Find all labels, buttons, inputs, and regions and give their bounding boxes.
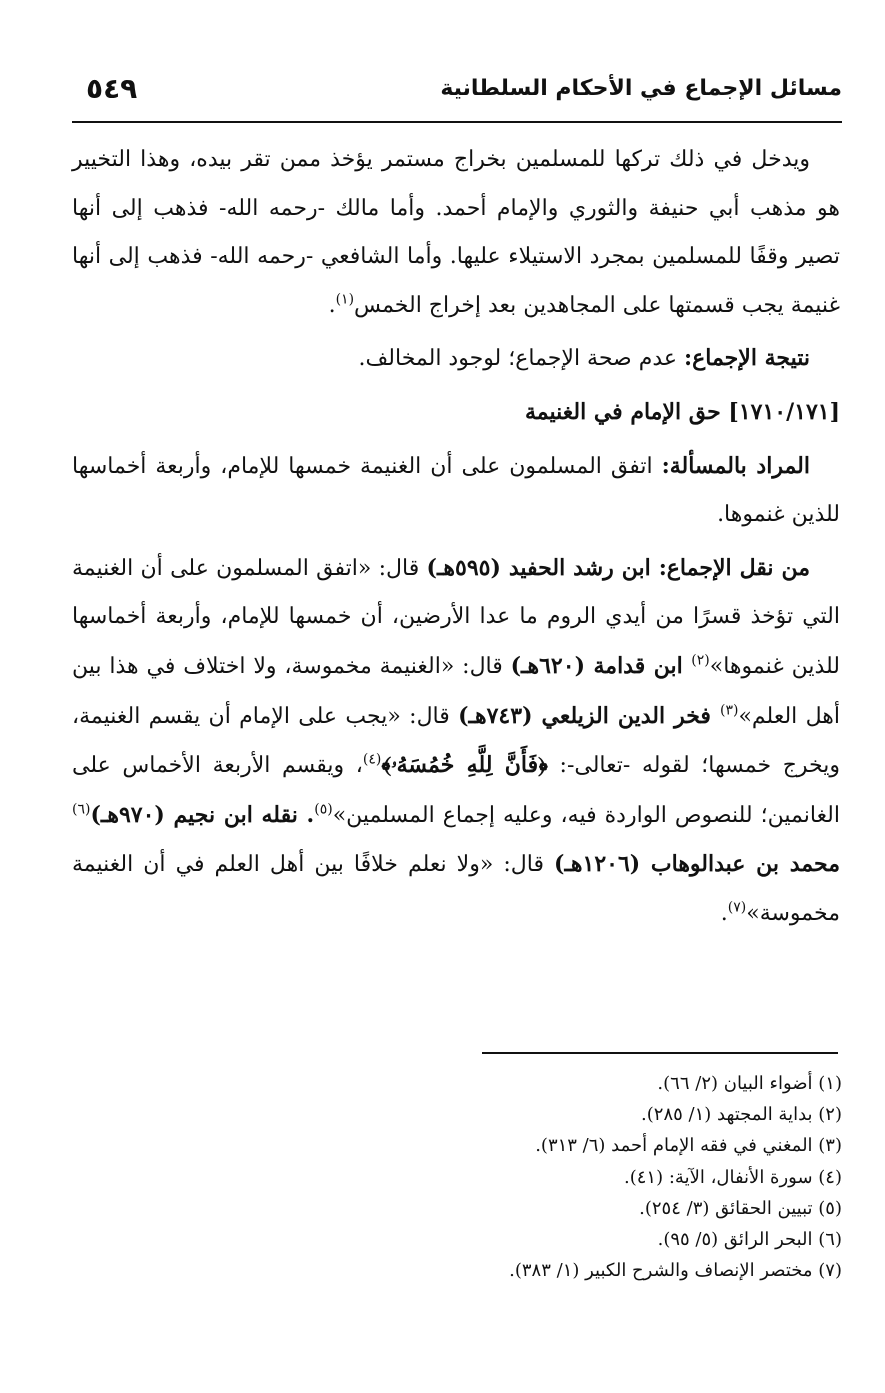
- page-number: ٥٤٩: [86, 72, 138, 105]
- relay-ibn-nujaym: . نقله ابن نجيم (٩٧٠هـ): [90, 801, 315, 828]
- footnote-5: (٥) تبيين الحقائق (٣/ ٢٥٤).: [639, 1197, 842, 1219]
- footnote-ref: (٤): [362, 751, 382, 768]
- meaning-text: اتفق المسلمون على أن الغنيمة خمسها للإمام، وأربعة أخماسها للذين غنموها.: [72, 453, 840, 528]
- footnote-rule: [482, 1052, 838, 1054]
- transmitter-name-ibn-rushd: ابن رشد الحفيد (٥٩٥هـ): [426, 554, 659, 581]
- main-text: [72, 136, 840, 939]
- quote-ibn-rushd: قال: «اتفق المسلمون على أن الغنيمة التي تؤخذ قسرًا من أيدي الروم ما عدا الأرضين، أن خمسها للإمام، وأربعة أخماسها للذين غنموها»: [72, 555, 841, 679]
- issue-heading: [72, 388, 840, 438]
- paragraph-end: .: [328, 292, 336, 318]
- paragraph-end: .: [720, 900, 728, 926]
- transmitter-name-zaylai: فخر الدين الزيلعي (٧٤٣هـ): [458, 702, 720, 729]
- quote-ibn-qudama: قال: «الغنيمة مخموسة، ولا اختلاف في هذا بين أهل العلم»: [72, 653, 841, 729]
- footnote-7: (٧) مختصر الإنصاف والشرح الكبير (١/ ٣٨٣).: [509, 1260, 842, 1282]
- header-rule: [72, 121, 842, 123]
- paragraph-schools: [72, 136, 840, 330]
- footnote-ref: (٢): [691, 652, 710, 669]
- result-label: نتيجة الإجماع:: [684, 345, 810, 372]
- footnote-2: (٢) بداية المجتهد (١/ ٢٨٥).: [641, 1104, 842, 1126]
- quote-ibn-abdulwahhab: قال: «ولا نعلم خلافًا بين أهل العلم في أن الغنيمة مخموسة»: [72, 852, 840, 926]
- quote-zaylai-part1: قال: «يجب على الإمام أن يقسم الغنيمة، ويخرج خمسها؛ لقوله -تعالى-:: [72, 703, 840, 779]
- transmitters-label: من نقل الإجماع:: [658, 554, 811, 581]
- page-header: [72, 62, 842, 120]
- issue-title: حق الإمام في الغنيمة: [524, 398, 729, 425]
- footnote-3: (٣) المغني في فقه الإمام أحمد (٦/ ٣١٣).: [535, 1135, 842, 1157]
- footnote-ref: (٣): [719, 702, 739, 719]
- footnote-ref: (١): [335, 291, 355, 308]
- footnote-ref: (٦): [72, 801, 91, 818]
- footnote-4: (٤) سورة الأنفال، الآية: (٤١).: [624, 1166, 842, 1188]
- paragraph-meaning: [72, 442, 840, 540]
- running-title: مسائل الإجماع في الأحكام السلطانية: [440, 76, 842, 101]
- footnote-6: (٦) البحر الرائق (٥/ ٩٥).: [657, 1229, 842, 1251]
- quran-verse: ﴿فَأَنَّ لِلَّهِ خُمُسَهُۥ﴾: [381, 752, 548, 779]
- transmitter-name-ibn-qudama: ابن قدامة (٦٢٠هـ): [510, 652, 692, 679]
- meaning-label: المراد بالمسألة:: [661, 452, 811, 479]
- paragraph-result: [72, 334, 840, 384]
- footnote-1: (١) أضواء البيان (٢/ ٦٦).: [657, 1073, 842, 1094]
- paragraph-transmitters: [72, 544, 840, 939]
- result-text: عدم صحة الإجماع؛ لوجود المخالف.: [358, 346, 685, 372]
- footnote-ref: (٧): [727, 899, 747, 916]
- footnote-ref: (٥): [314, 801, 333, 818]
- quote-zaylai-part2: ، ويقسم الأربعة الأخماس على الغانمين؛ للنصوص الواردة فيه، وعليه إجماع المسلمين»: [72, 753, 840, 828]
- issue-number: [١٧١٠/١٧١]: [728, 398, 840, 425]
- transmitter-name-ibn-abdulwahhab: محمد بن عبدالوهاب (١٢٠٦هـ): [554, 851, 840, 878]
- footnotes: [72, 1068, 842, 1286]
- paragraph-text: ويدخل في ذلك تركها للمسلمين بخراج مستمر يؤخذ ممن تقر بيده، وهذا التخيير هو مذهب أبي حنيفة والثوري والإمام أحمد. وأما مالك -رحمه الله- فذهب إلى أنها تصير وقفًا للمسلمين بمجرد الاستيلاء عليها. وأما الشافعي -رحمه الله- فذهب إلى أنها غنيمة يجب قسمتها على المجاهدين بعد إخراج الخمس: [72, 147, 841, 318]
